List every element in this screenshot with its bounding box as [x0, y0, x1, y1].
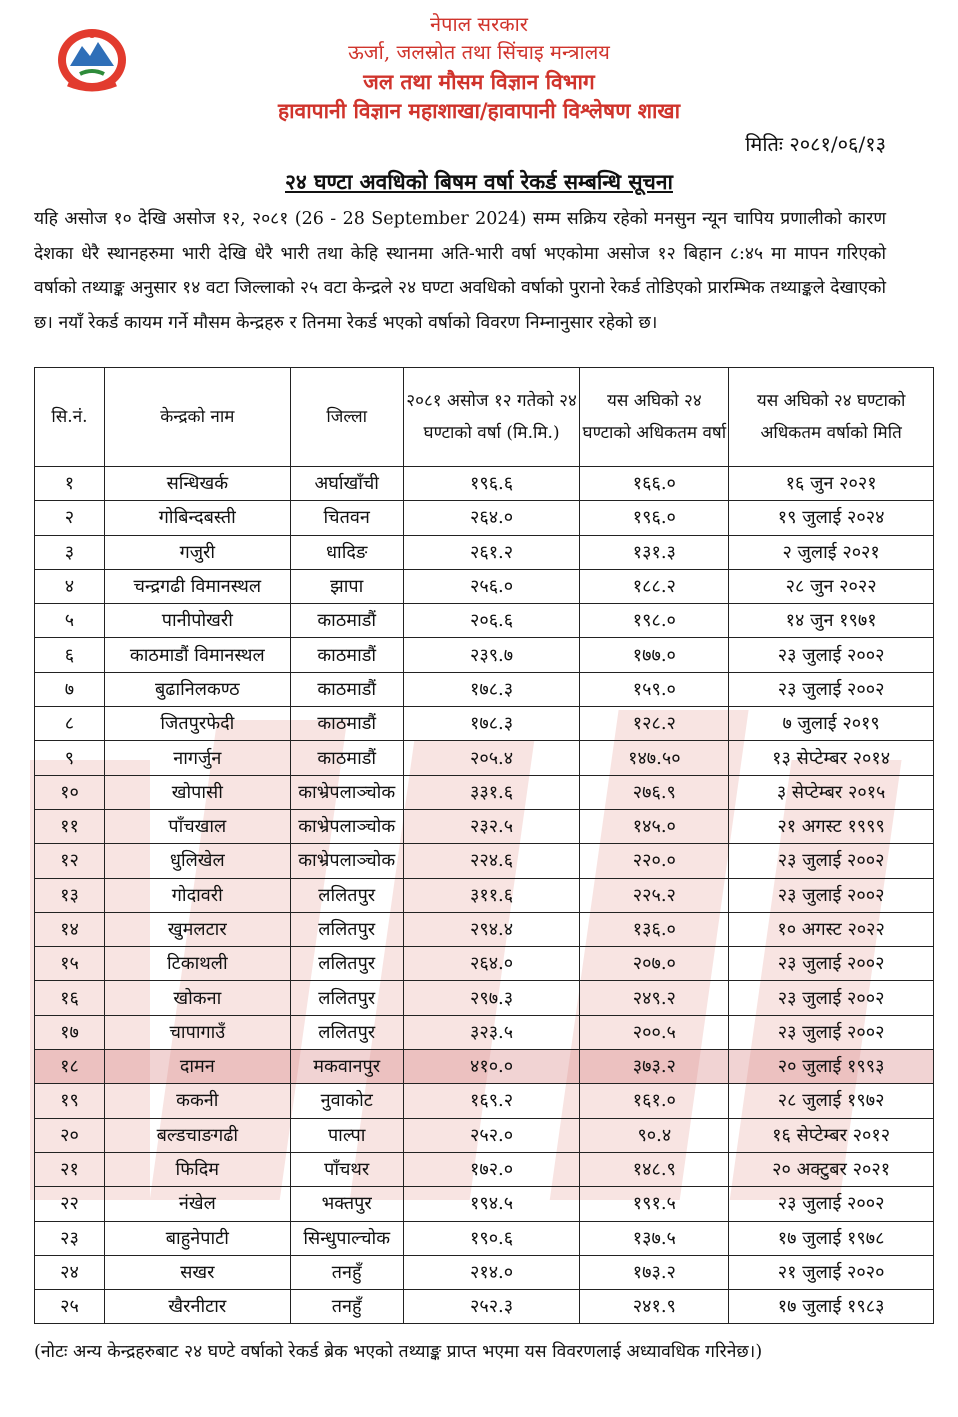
rainfall-cell: २०६.६ — [403, 604, 580, 638]
col-header-station: केन्द्रको नाम — [104, 368, 290, 467]
previous-date-cell: २३ जुलाई २००२ — [729, 672, 934, 706]
serial-cell: २३ — [35, 1221, 105, 1255]
previous-max-cell: १४५.० — [580, 809, 729, 843]
previous-max-cell: २४१.९ — [580, 1290, 729, 1324]
district-cell: काठमाडौं — [290, 638, 403, 672]
previous-date-cell: २८ जुन २०२२ — [729, 569, 934, 603]
serial-cell: ११ — [35, 809, 105, 843]
previous-max-cell: १४८.९ — [580, 1152, 729, 1186]
station-cell: जितपुरफेदी — [104, 707, 290, 741]
previous-max-cell: ३७३.२ — [580, 1050, 729, 1084]
previous-max-cell: १७७.० — [580, 638, 729, 672]
rainfall-cell: ३२३.५ — [403, 1015, 580, 1049]
previous-max-cell: २४९.२ — [580, 981, 729, 1015]
district-cell: काभ्रेपलाञ्चोक — [290, 844, 403, 878]
station-cell: गोबिन्दबस्ती — [104, 501, 290, 535]
station-cell: बल्डचाङगढी — [104, 1118, 290, 1152]
district-cell: भक्तपुर — [290, 1187, 403, 1221]
rainfall-cell: २५२.३ — [403, 1290, 580, 1324]
district-cell: धादिङ — [290, 535, 403, 569]
district-cell: ललितपुर — [290, 912, 403, 946]
district-cell: काठमाडौं — [290, 741, 403, 775]
previous-max-cell: २२५.२ — [580, 878, 729, 912]
division-name: हावापानी विज्ञान महाशाखा/हावापानी विश्लेषण शाखा — [277, 98, 681, 123]
previous-date-cell: १४ जुन १९७१ — [729, 604, 934, 638]
rainfall-cell: २९७.३ — [403, 981, 580, 1015]
previous-max-cell: १३६.० — [580, 912, 729, 946]
station-cell: दामन — [104, 1050, 290, 1084]
district-cell: ललितपुर — [290, 878, 403, 912]
station-cell: गजुरी — [104, 535, 290, 569]
station-cell: फिदिम — [104, 1152, 290, 1186]
serial-cell: २ — [35, 501, 105, 535]
rainfall-cell: ३११.६ — [403, 878, 580, 912]
table-row — [35, 1221, 934, 1255]
col-header-rainfall: २०८१ असोज १२ गतेको २४ घण्टाको वर्षा (मि.मि.) — [403, 368, 580, 467]
station-cell: टिकाथली — [104, 947, 290, 981]
col-header-previous-max: यस अघिको २४ घण्टाको अधिकतम वर्षा — [580, 368, 729, 467]
table-row — [35, 501, 934, 535]
table-row — [35, 569, 934, 603]
district-cell: नुवाकोट — [290, 1084, 403, 1118]
station-cell: खुमलटार — [104, 912, 290, 946]
serial-cell: १६ — [35, 981, 105, 1015]
rainfall-cell: १७८.३ — [403, 707, 580, 741]
document-date: मितिः २०८१/०६/१३ — [745, 132, 886, 156]
previous-date-cell: ३ सेप्टेम्बर २०१५ — [729, 775, 934, 809]
previous-max-cell: १२८.२ — [580, 707, 729, 741]
previous-date-cell: २८ जुलाई १९७२ — [729, 1084, 934, 1118]
table-row — [35, 1290, 934, 1324]
rainfall-cell: २३२.५ — [403, 809, 580, 843]
serial-cell: ५ — [35, 604, 105, 638]
table-row — [35, 672, 934, 706]
previous-date-cell: १७ जुलाई १९८३ — [729, 1290, 934, 1324]
previous-max-cell: १३७.५ — [580, 1221, 729, 1255]
district-cell: पाँचथर — [290, 1152, 403, 1186]
district-cell: सिन्धुपाल्चोक — [290, 1221, 403, 1255]
table-row — [35, 707, 934, 741]
station-cell: सखर — [104, 1255, 290, 1289]
table-row — [35, 912, 934, 946]
rainfall-cell: १९६.६ — [403, 467, 580, 501]
district-cell: पाल्पा — [290, 1118, 403, 1152]
footnote: (नोटः अन्य केन्द्रहरुबाट २४ घण्टे वर्षाको रेकर्ड ब्रेक भएको तथ्याङ्क प्राप्त भएमा यस विवरणलाई अध्यावधिक गरिनेछ।) — [34, 1342, 763, 1362]
table-row — [35, 775, 934, 809]
col-header-serial: सि.नं. — [35, 368, 105, 467]
previous-max-cell: १६६.० — [580, 467, 729, 501]
previous-date-cell: २३ जुलाई २००२ — [729, 1015, 934, 1049]
serial-cell: ९ — [35, 741, 105, 775]
previous-date-cell: १६ जुन २०२१ — [729, 467, 934, 501]
serial-cell: १८ — [35, 1050, 105, 1084]
previous-date-cell: २३ जुलाई २००२ — [729, 947, 934, 981]
serial-cell: ७ — [35, 672, 105, 706]
table-row — [35, 467, 934, 501]
station-cell: पाँचखाल — [104, 809, 290, 843]
table-row — [35, 535, 934, 569]
previous-date-cell: १६ सेप्टेम्बर २०१२ — [729, 1118, 934, 1152]
station-cell: नागर्जुन — [104, 741, 290, 775]
rainfall-cell: २५६.० — [403, 569, 580, 603]
previous-max-cell: २००.५ — [580, 1015, 729, 1049]
rainfall-cell: ४१०.० — [403, 1050, 580, 1084]
table-row — [35, 1118, 934, 1152]
previous-max-cell: १६१.० — [580, 1084, 729, 1118]
district-cell: तनहुँ — [290, 1255, 403, 1289]
previous-max-cell: १४७.५० — [580, 741, 729, 775]
rainfall-record-table — [34, 367, 934, 1324]
previous-date-cell: २३ जुलाई २००२ — [729, 981, 934, 1015]
serial-cell: ६ — [35, 638, 105, 672]
serial-cell: १० — [35, 775, 105, 809]
serial-cell: १७ — [35, 1015, 105, 1049]
station-cell: गोदावरी — [104, 878, 290, 912]
letterhead — [0, 10, 958, 125]
table-row — [35, 1187, 934, 1221]
rainfall-cell: २६१.२ — [403, 535, 580, 569]
serial-cell: ८ — [35, 707, 105, 741]
rainfall-cell: २०५.४ — [403, 741, 580, 775]
district-cell: काठमाडौं — [290, 672, 403, 706]
intro-paragraph: यहि असोज १० देखि असोज १२, २०८१ (26 - 28 September 2024) सम्म सक्रिय रहेको मनसुन न्यून चापिय प्रणालीको कारण देशका धेरै स्थानहरुमा भारी देखि धेरै भारी तथा केहि स्थानमा अति-भारी वर्षा भएकोमा असोज १२ बिहान ८:४५ मा मापन गरिएको वर्षाको तथ्याङ्क अनुसार १४ वटा जिल्लाको २५ वटा केन्द्रले २४ घण्टा अवधिको वर्षाको पुरानो रेकर्ड तोडिएको प्रारम्भिक तथ्याङ्कले देखाएको छ। नयाँ रेकर्ड कायम गर्ने मौसम केन्द्रहरु र तिनमा रेकर्ड भएको वर्षाको विवरण निम्नानुसार रहेको छ। — [34, 209, 886, 333]
district-cell: अर्घाखाँची — [290, 467, 403, 501]
previous-date-cell: १९ जुलाई २०२४ — [729, 501, 934, 535]
previous-max-cell: १९१.५ — [580, 1187, 729, 1221]
station-cell: खोकना — [104, 981, 290, 1015]
rainfall-cell: १७८.३ — [403, 672, 580, 706]
district-cell: काभ्रेपलाञ्चोक — [290, 809, 403, 843]
previous-max-cell: १३१.३ — [580, 535, 729, 569]
col-header-district: जिल्ला — [290, 368, 403, 467]
district-cell: ललितपुर — [290, 981, 403, 1015]
table-row — [35, 604, 934, 638]
serial-cell: ४ — [35, 569, 105, 603]
station-cell: बाहुनेपाटी — [104, 1221, 290, 1255]
district-cell: ललितपुर — [290, 947, 403, 981]
rainfall-cell: २३९.७ — [403, 638, 580, 672]
serial-cell: १३ — [35, 878, 105, 912]
previous-max-cell: ९०.४ — [580, 1118, 729, 1152]
previous-date-cell: ७ जुलाई २०१९ — [729, 707, 934, 741]
government-name: नेपाल सरकार — [430, 12, 528, 36]
rainfall-cell: १७२.० — [403, 1152, 580, 1186]
station-cell: काठमाडौं विमानस्थल — [104, 638, 290, 672]
previous-date-cell: १७ जुलाई १९७८ — [729, 1221, 934, 1255]
rainfall-cell: १६९.२ — [403, 1084, 580, 1118]
serial-cell: २१ — [35, 1152, 105, 1186]
table-row — [35, 1152, 934, 1186]
table-row — [35, 1015, 934, 1049]
ministry-name: ऊर्जा, जलस्रोत तथा सिंचाइ मन्त्रालय — [348, 40, 610, 64]
serial-cell: ३ — [35, 535, 105, 569]
previous-max-cell: २२०.० — [580, 844, 729, 878]
rainfall-cell: २२४.६ — [403, 844, 580, 878]
table-row — [35, 1084, 934, 1118]
rainfall-cell: २६४.० — [403, 501, 580, 535]
serial-cell: १ — [35, 467, 105, 501]
table-row — [35, 741, 934, 775]
table-row — [35, 844, 934, 878]
rainfall-cell: २९४.४ — [403, 912, 580, 946]
district-cell: काठमाडौं — [290, 604, 403, 638]
previous-max-cell: २०७.० — [580, 947, 729, 981]
station-cell: चापागाउँ — [104, 1015, 290, 1049]
previous-max-cell: १९६.० — [580, 501, 729, 535]
notice-title: २४ घण्टा अवधिको बिषम वर्षा रेकर्ड सम्बन्धि सूचना — [285, 169, 673, 194]
station-cell: सन्धिखर्क — [104, 467, 290, 501]
serial-cell: १९ — [35, 1084, 105, 1118]
department-name: जल तथा मौसम विज्ञान विभाग — [363, 69, 595, 94]
rainfall-cell: २५२.० — [403, 1118, 580, 1152]
previous-date-cell: १० अगस्ट २०२२ — [729, 912, 934, 946]
table-row — [35, 878, 934, 912]
table-row — [35, 947, 934, 981]
rainfall-cell: १९४.५ — [403, 1187, 580, 1221]
district-cell: काठमाडौं — [290, 707, 403, 741]
serial-cell: २५ — [35, 1290, 105, 1324]
previous-date-cell: २३ जुलाई २००२ — [729, 844, 934, 878]
station-cell: ककनी — [104, 1084, 290, 1118]
district-cell: काभ्रेपलाञ्चोक — [290, 775, 403, 809]
rainfall-cell: १९०.६ — [403, 1221, 580, 1255]
previous-max-cell: २७६.९ — [580, 775, 729, 809]
previous-date-cell: २० अक्टुबर २०२१ — [729, 1152, 934, 1186]
table-header-row — [35, 368, 934, 467]
station-cell: नंखेल — [104, 1187, 290, 1221]
district-cell: तनहुँ — [290, 1290, 403, 1324]
station-cell: बुढानिलकण्ठ — [104, 672, 290, 706]
station-cell: पानीपोखरी — [104, 604, 290, 638]
previous-date-cell: २० जुलाई १९९३ — [729, 1050, 934, 1084]
serial-cell: २२ — [35, 1187, 105, 1221]
col-header-previous-date: यस अघिको २४ घण्टाको अधिकतम वर्षाको मिति — [729, 368, 934, 467]
serial-cell: २० — [35, 1118, 105, 1152]
table-row — [35, 1050, 934, 1084]
previous-date-cell: २३ जुलाई २००२ — [729, 1187, 934, 1221]
serial-cell: १४ — [35, 912, 105, 946]
rainfall-cell: २६४.० — [403, 947, 580, 981]
rainfall-cell: ३३१.६ — [403, 775, 580, 809]
serial-cell: १५ — [35, 947, 105, 981]
serial-cell: २४ — [35, 1255, 105, 1289]
previous-max-cell: १९८.० — [580, 604, 729, 638]
station-cell: खैरनीटार — [104, 1290, 290, 1324]
table-row — [35, 981, 934, 1015]
table-row — [35, 1255, 934, 1289]
district-cell: ललितपुर — [290, 1015, 403, 1049]
station-cell: धुलिखेल — [104, 844, 290, 878]
previous-max-cell: १७३.२ — [580, 1255, 729, 1289]
previous-date-cell: २ जुलाई २०२१ — [729, 535, 934, 569]
table-row — [35, 809, 934, 843]
previous-max-cell: १५९.० — [580, 672, 729, 706]
previous-max-cell: १८८.२ — [580, 569, 729, 603]
previous-date-cell: २१ अगस्ट १९९९ — [729, 809, 934, 843]
district-cell: मकवानपुर — [290, 1050, 403, 1084]
rainfall-cell: २१४.० — [403, 1255, 580, 1289]
district-cell: झापा — [290, 569, 403, 603]
previous-date-cell: २३ जुलाई २००२ — [729, 878, 934, 912]
station-cell: खोपासी — [104, 775, 290, 809]
table-row — [35, 638, 934, 672]
previous-date-cell: २१ जुलाई २०२० — [729, 1255, 934, 1289]
serial-cell: १२ — [35, 844, 105, 878]
district-cell: चितवन — [290, 501, 403, 535]
station-cell: चन्द्रगढी विमानस्थल — [104, 569, 290, 603]
previous-date-cell: १३ सेप्टेम्बर २०१४ — [729, 741, 934, 775]
previous-date-cell: २३ जुलाई २००२ — [729, 638, 934, 672]
